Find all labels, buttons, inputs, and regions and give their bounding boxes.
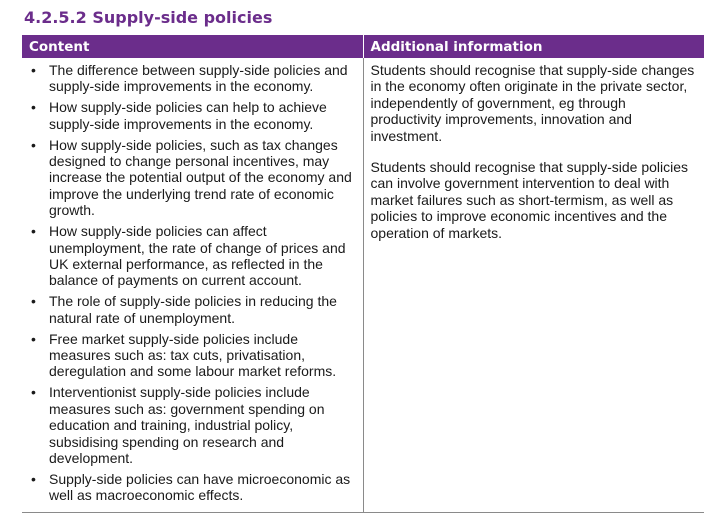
content-bullet-item (22, 384, 357, 466)
table-row (22, 58, 704, 513)
bullet-icon: • (31, 384, 36, 401)
spec-page (22, 8, 704, 513)
bullet-text: The role of supply-side policies in reducing the natural rate of unemployment. (49, 293, 337, 326)
bullet-text: Supply-side policies can have microeconomic as well as macroeconomic effects. (49, 470, 351, 504)
bullet-text: How supply-side policies, such as tax changes designed to change personal incentives, may increase the potential output of the economy and improve the underlying trend rate of economic growth. (49, 136, 352, 219)
content-bullet-item (22, 223, 357, 289)
bullet-text: The difference between supply-side policies and supply-side improvements in the economy. (49, 62, 348, 95)
bullet-icon: • (31, 293, 36, 310)
bullet-text: Interventionist supply-side policies include measures such as: government spending on education and training, industrial policy, subsidising spending on research and development. (49, 384, 325, 466)
section-title: 4.2.5.2 Supply-side policies (24, 8, 273, 27)
bullet-icon: • (31, 62, 36, 78)
content-table (22, 35, 704, 513)
content-column-header: Content (22, 35, 363, 58)
table-header-row (22, 35, 704, 58)
bullet-icon: • (31, 99, 36, 116)
bullet-icon: • (31, 330, 36, 347)
content-bullet-item (22, 471, 357, 504)
content-bullet-item (22, 331, 357, 380)
content-bullet-list (22, 62, 357, 504)
bullet-icon: • (31, 136, 36, 153)
additional-information-text (371, 62, 701, 241)
bullet-icon: • (31, 223, 36, 240)
content-bullet-item (22, 99, 357, 132)
content-bullet-item (22, 293, 357, 326)
bullet-text: How supply-side policies can help to achieve supply-side improvements in the economy. (49, 99, 327, 132)
bullet-text: How supply-side policies can affect unemployment, the rate of change of prices and UK external performance, as reflected in the balance of payments on current account. (49, 223, 346, 289)
content-cell (22, 58, 363, 513)
bullet-icon: • (31, 470, 36, 487)
additional-information-column-header: Additional information (363, 35, 704, 58)
additional-information-cell (363, 58, 704, 513)
additional-information-paragraph: Students should recognise that supply-side policies can involve government intervention to deal with market failures such as short-termism, as well as policies to improve economic incentives and the operation of markets. (370, 159, 689, 241)
bullet-text: Free market supply-side policies include measures such as: tax cuts, privatisation, deregulation and some labour market reforms. (49, 330, 337, 380)
content-bullet-item (22, 62, 357, 95)
content-bullet-item (22, 137, 357, 219)
additional-information-paragraph: Students should recognise that supply-side changes in the economy often originate in the private sector, independently of government, eg through productivity improvements, innovation and investment. (370, 62, 695, 144)
